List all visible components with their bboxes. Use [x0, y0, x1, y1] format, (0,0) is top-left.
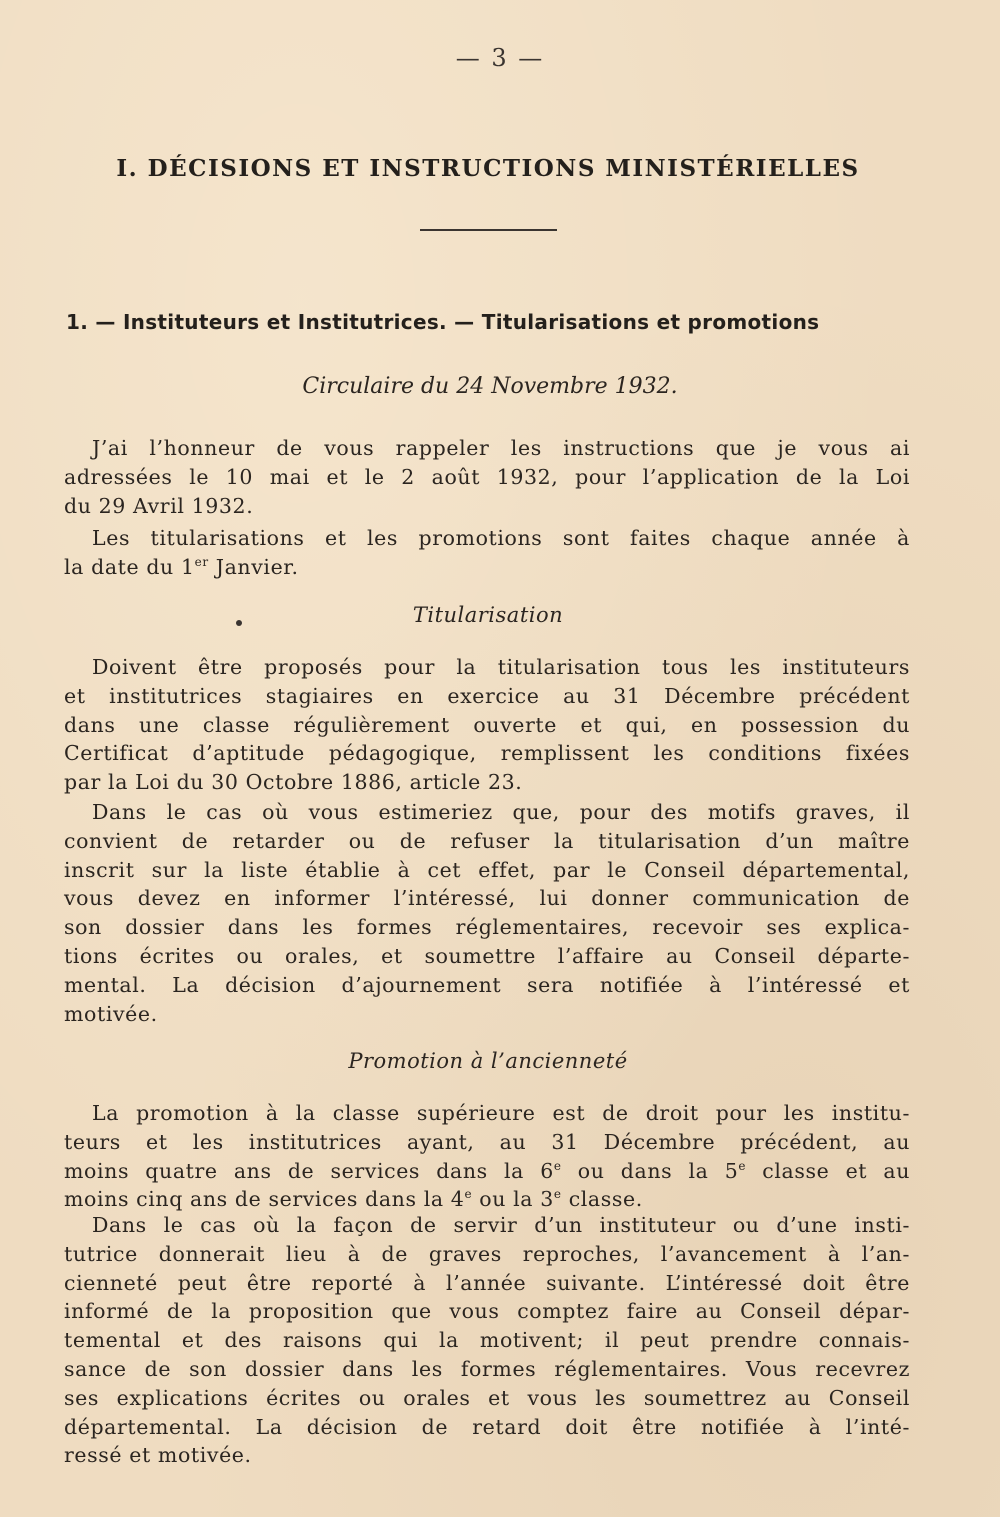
superscript: e — [553, 1158, 562, 1173]
text-line: sance de son dossier dans les formes réglementaires. Vous recevrez — [64, 1356, 910, 1381]
text-line — [64, 1185, 910, 1214]
text-fragment: la date du 1 — [64, 554, 195, 579]
text-line: temental et des raisons qui la motivent; il peut prendre connais- — [64, 1328, 910, 1353]
text-line: ses explications écrites ou orales et vous les soumettrez au Conseil — [64, 1385, 910, 1410]
section-title: I. DÉCISIONS ET INSTRUCTIONS MINISTÉRIELLES — [116, 155, 860, 182]
heading-titularisation: Titularisation — [412, 603, 564, 627]
circular-date: Circulaire du 24 Novembre 1932. — [302, 374, 678, 399]
text-line: adressées le 10 mai et le 2 août 1932, pour l’application de la Loi — [64, 464, 910, 489]
text-line: Dans le cas où la façon de servir d’un instituteur ou d’une insti- — [92, 1213, 910, 1237]
text-line: inscrit sur la liste établie à cet effet, par le Conseil départemental, — [64, 857, 910, 882]
superscript: e — [553, 1187, 562, 1202]
text-line: mental. La décision d’ajournement sera notifiée à l’intéressé et — [64, 972, 910, 997]
intro-paragraph-1 — [64, 434, 910, 520]
text-line: ressé et motivée. — [64, 1443, 252, 1468]
text-fragment: Janvier. — [208, 554, 299, 579]
text-line: par la Loi du 30 Octobre 1886, article 23. — [64, 770, 523, 795]
superscript: e — [738, 1158, 747, 1173]
promotion-paragraph-1 — [64, 1099, 910, 1214]
text-line: motivée. — [64, 1001, 158, 1026]
text-line: du 29 Avril 1932. — [64, 493, 254, 518]
subheading: 1. — Instituteurs et Institutrices. — Titularisations et promotions — [66, 310, 820, 334]
text-line: tions écrites ou orales, et soumettre l’affaire au Conseil départe- — [64, 943, 910, 968]
text-line: La promotion à la classe supérieure est de droit pour les institu- — [92, 1101, 910, 1125]
text-line: teurs et les institutrices ayant, au 31 Décembre précédent, au — [64, 1129, 910, 1154]
title-divider — [420, 229, 557, 231]
text-line: vous devez en informer l’intéressé, lui donner communication de — [64, 886, 910, 911]
text-fragment: moins cinq ans de services dans la 4 — [64, 1187, 465, 1212]
titularisation-paragraph-2 — [64, 798, 910, 1028]
text-fragment: ou la 3 — [472, 1187, 554, 1212]
text-line: Doivent être proposés pour la titularisation tous les instituteurs — [92, 655, 910, 679]
text-line — [64, 553, 910, 582]
text-fragment: moins quatre ans de services dans la 6 — [64, 1158, 554, 1183]
text-line: informé de la proposition que vous comptez faire au Conseil dépar- — [64, 1299, 910, 1324]
text-line: Les titularisations et les promotions sont faites chaque année à — [92, 526, 910, 550]
text-line: départemental. La décision de retard doit être notifiée à l’inté- — [64, 1414, 910, 1439]
text-line: tutrice donnerait lieu à de graves reproches, l’avancement à l’an- — [64, 1241, 910, 1266]
text-line: Dans le cas où vous estimeriez que, pour des motifs graves, il — [92, 800, 910, 824]
text-line: dans une classe régulièrement ouverte et qui, en possession du — [64, 712, 910, 737]
superscript: er — [194, 554, 209, 569]
promotion-paragraph-2 — [64, 1211, 910, 1470]
text-line: convient de retarder ou de refuser la titularisation d’un maître — [64, 828, 910, 853]
intro-paragraph-2 — [64, 524, 910, 582]
text-fragment: ou dans la 5 — [561, 1158, 739, 1183]
text-line: J’ai l’honneur de vous rappeler les instructions que je vous ai — [92, 436, 910, 460]
page-number: — 3 — — [455, 44, 545, 72]
text-line — [64, 1157, 910, 1186]
text-line: Certificat d’aptitude pédagogique, remplissent les conditions fixées — [64, 741, 910, 766]
text-line: son dossier dans les formes réglementaires, recevoir ses explica- — [64, 915, 910, 940]
text-line: et institutrices stagiaires en exercice au 31 Décembre précédent — [64, 683, 910, 708]
heading-promotion: Promotion à l’ancienneté — [348, 1049, 628, 1073]
text-fragment: classe et au — [746, 1158, 910, 1183]
titularisation-paragraph-1 — [64, 653, 910, 797]
superscript: e — [464, 1187, 473, 1202]
text-fragment: classe. — [561, 1187, 643, 1212]
text-line: cienneté peut être reporté à l’année suivante. L’intéressé doit être — [64, 1270, 910, 1295]
